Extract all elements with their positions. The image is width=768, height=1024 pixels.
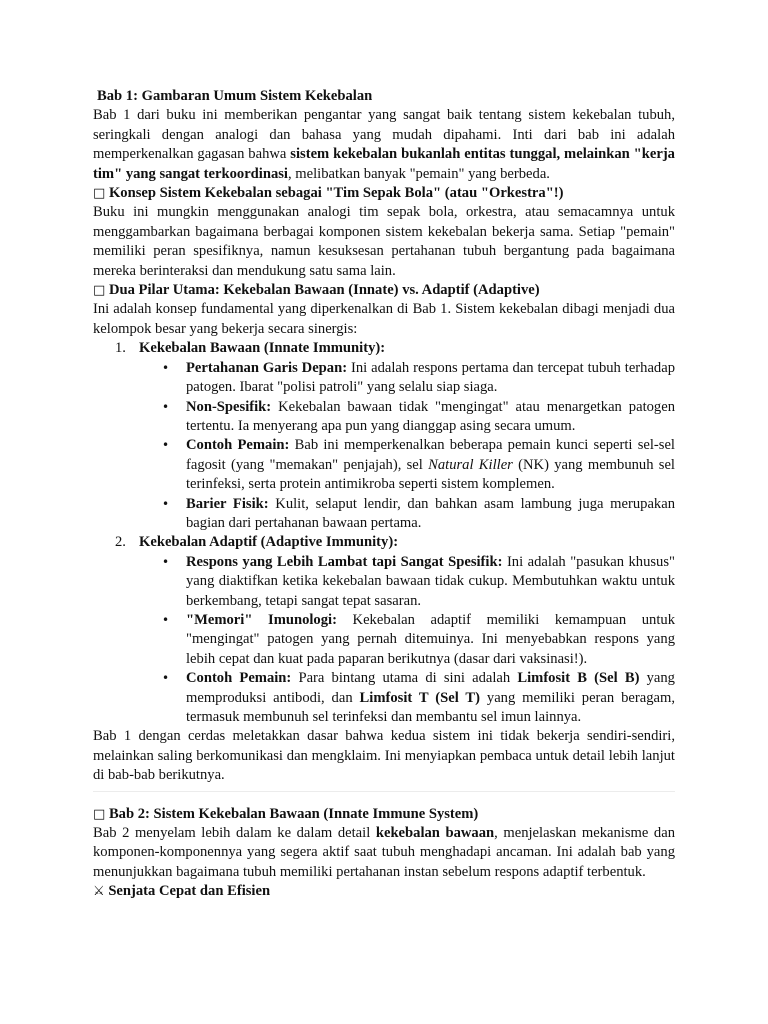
bab1-closing-paragraph: Bab 1 dengan cerdas meletakkan dasar bahwa kedua sistem ini tidak bekerja sendiri-sendiri, melainkan saling berkomunikasi dan mengklaim. Ini menyiapkan pembaca untuk detail lebih lanjut di bab-bab berikutnya. [93, 728, 675, 784]
pillars-list [93, 339, 675, 727]
bab1-title: Bab 1: Gambaran Umum Sistem Kekebalan [97, 88, 373, 104]
list-item: • Pertahanan Garis Depan: Ini adalah respons pertama dan tercepat tubuh terhadap patogen. Ibarat "polisi patroli" yang selalu siap siaga. [139, 359, 675, 398]
bab2-subheading: ⚔ Senjata Cepat dan Efisien [93, 883, 271, 900]
crossed-swords-icon: ⚔ [93, 884, 105, 900]
list-item: • Non-Spesifik: Kekebalan bawaan tidak "mengingat" atau menargetkan patogen tertentu. Ia menyerang apa pun yang dianggap asing secara umum. [139, 398, 675, 437]
adaptive-list-item: 2. Kekebalan Adaptif (Adaptive Immunity): • Respons yang Lebih Lambat tapi Sangat Spesifik: Ini adalah "pasukan khusus" yang diaktifkan ketika kekebalan bawaan tidak cukup. Membutuhkan waktu untuk berkembang, tetapi sangat tepat sasaran. • "Memori" Imunologi: Kekebalan adaptif memiliki kemampuan untuk "mengingat" patogen yang pernah ditemuinya. Ini menyebabkan respons yang lebih cepat dan kuat pada paparan berikutnya (dasar dari vaksinasi!). • Contoh Pemain: Para bintang utama di sini adalah Limfosit B (Sel B) yang memproduksi antibodi, dan Limfosit T (Sel T) yang memiliki peran beragam, termasuk membunuh sel terinfeksi dan membantu sel imun lainnya. [93, 533, 675, 727]
list-item: • "Memori" Imunologi: Kekebalan adaptif memiliki kemampuan untuk "mengingat" patogen yang pernah ditemuinya. Ini menyebabkan respons yang lebih cepat dan kuat pada paparan berikutnya (dasar dari vaksinasi!). [139, 611, 675, 669]
innate-heading: Kekebalan Bawaan (Innate Immunity): [139, 340, 386, 357]
document-page [93, 87, 675, 902]
innate-list-item: 1. Kekebalan Bawaan (Innate Immunity): • Pertahanan Garis Depan: Ini adalah respons pertama dan tercepat tubuh terhadap patogen. Ibarat "polisi patroli" yang selalu siap siaga. • Non-Spesifik: Kekebalan bawaan tidak "mengingat" atau menargetkan patogen tertentu. Ia menyerang apa pun yang dianggap asing secara umum. • Contoh Pemain: Bab ini memperkenalkan beberapa pemain kunci seperti sel-sel fagosit (yang "memakan" penjajah), sel Natural Killer (NK) yang membunuh sel terinfeksi, serta protein antimikroba seperti sistem komplemen. • Barier Fisik: Kulit, selaput lendir, dan bahkan asam lambung juga merupakan bagian dari pertahanan bawaan pertama. [93, 339, 675, 533]
pillars-paragraph: Ini adalah konsep fundamental yang diperkenalkan di Bab 1. Sistem kekebalan dibagi menjadi dua kelompok besar yang bekerja secara sinergis: [93, 301, 675, 337]
missing-glyph-icon: □ [93, 806, 106, 822]
pillars-heading: □ Dua Pilar Utama: Kekebalan Bawaan (Innate) vs. Adaptif (Adaptive) [93, 282, 540, 299]
adaptive-heading: Kekebalan Adaptif (Adaptive Immunity): [139, 534, 399, 551]
innate-bullets [139, 359, 675, 534]
missing-glyph-icon: □ [93, 283, 106, 299]
section-divider [93, 791, 675, 792]
bab1-intro-paragraph: Bab 1 dari buku ini memberikan pengantar yang sangat baik tentang sistem kekebalan tubuh, seringkali dengan analogi dan bahasa yang mudah dipahami. Inti dari bab ini adalah memperkenalkan gagasan bahwa sistem kekebalan bukanlah entitas tunggal, melainkan "kerja tim" yang sangat terkoordinasi, melibatkan banyak "pemain" yang berbeda. [93, 107, 675, 182]
adaptive-bullets [139, 553, 675, 728]
list-item: • Contoh Pemain: Para bintang utama di sini adalah Limfosit B (Sel B) yang memproduksi antibodi, dan Limfosit T (Sel T) yang memiliki peran beragam, termasuk membunuh sel terinfeksi dan membantu sel imun lainnya. [139, 669, 675, 727]
list-item: • Respons yang Lebih Lambat tapi Sangat Spesifik: Ini adalah "pasukan khusus" yang diaktifkan ketika kekebalan bawaan tidak cukup. Membutuhkan waktu untuk berkembang, tetapi sangat tepat sasaran. [139, 553, 675, 611]
bab2-title: □ Bab 2: Sistem Kekebalan Bawaan (Innate Immune System) [93, 805, 479, 822]
concept-heading: □ Konsep Sistem Kekebalan sebagai "Tim Sepak Bola" (atau "Orkestra"!) [93, 185, 564, 202]
list-item: • Contoh Pemain: Bab ini memperkenalkan beberapa pemain kunci seperti sel-sel fagosit (yang "memakan" penjajah), sel Natural Killer (NK) yang membunuh sel terinfeksi, serta protein antimikroba seperti sistem komplemen. [139, 436, 675, 494]
bab2-intro-paragraph: Bab 2 menyelam lebih dalam ke dalam detail kekebalan bawaan, menjelaskan mekanisme dan komponen-komponennya yang segera aktif saat tubuh menghadapi ancaman. Ini adalah bab yang menunjukkan bagaimana tubuh memiliki pertahanan instan sebelum respons adaptif terbentuk. [93, 825, 675, 880]
list-item: • Barier Fisik: Kulit, selaput lendir, dan bahkan asam lambung juga merupakan bagian dari pertahanan bawaan pertama. [139, 495, 675, 534]
missing-glyph-icon: □ [93, 186, 106, 202]
concept-paragraph: Buku ini mungkin menggunakan analogi tim sepak bola, orkestra, atau semacamnya untuk menggambarkan bagaimana berbagai komponen sistem kekebalan bekerja sama. Setiap "pemain" memiliki peran spesifiknya, namun kesuksesan pertahanan tubuh bergantung pada bagaimana mereka berinteraksi dan mendukung satu sama lain. [93, 204, 675, 279]
